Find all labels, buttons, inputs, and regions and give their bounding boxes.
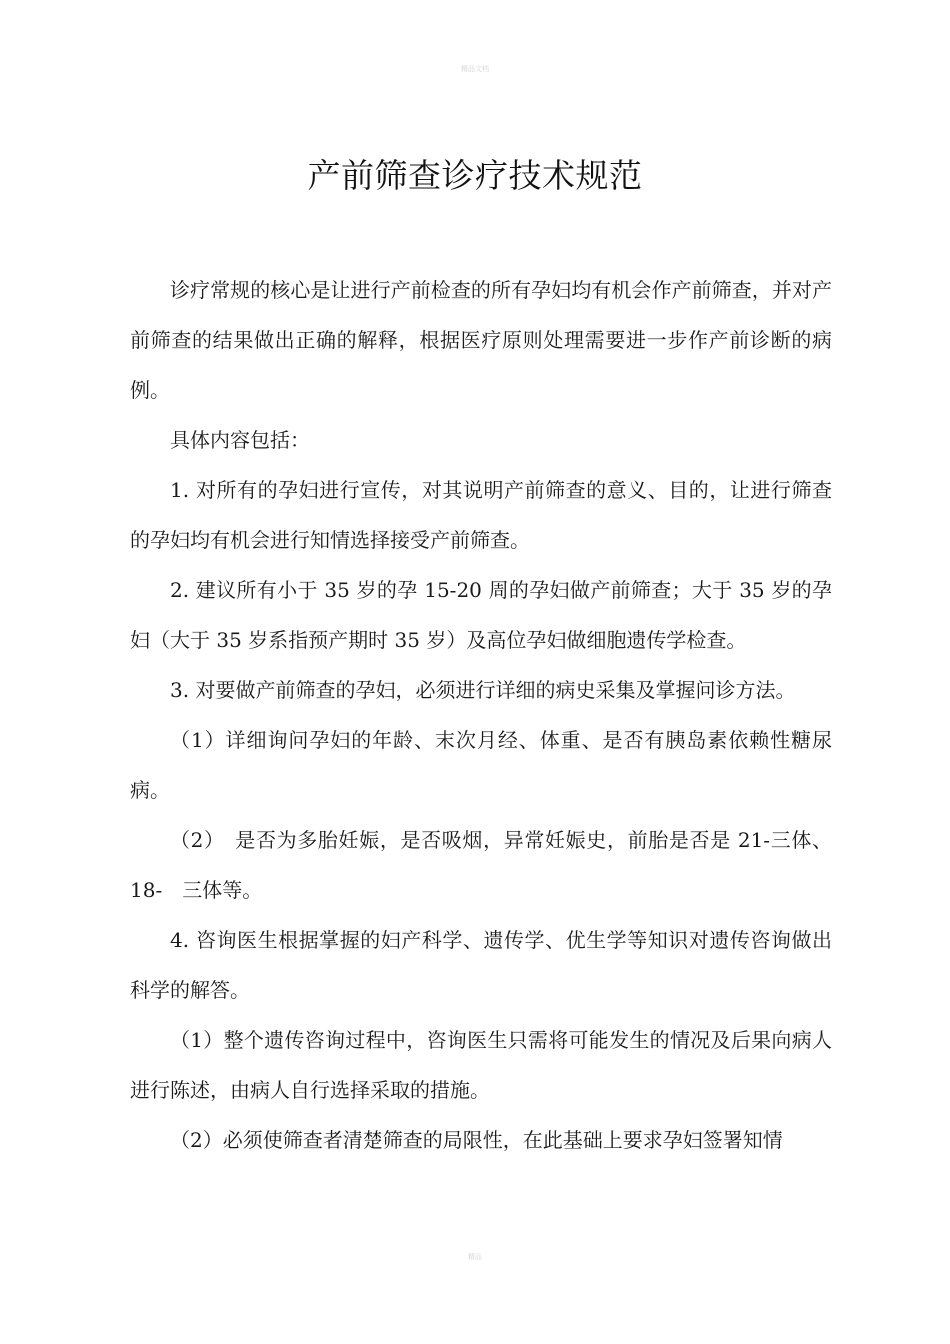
paragraph-intro: 诊疗常规的核心是让进行产前检查的所有孕妇均有机会作产前筛查，并对产前筛查的结果做出正确的解释，根据医疗原则处理需要进一步作产前诊断的病例。 <box>130 278 832 402</box>
paragraph-item-4-sub-1: （1）整个遗传咨询过程中，咨询医生只需将可能发生的情况及后果向病人进行陈述，由病人自行选择采取的措施。 <box>130 1028 832 1102</box>
document-title: 产前筛查诊疗技术规范 <box>307 156 643 195</box>
document-body <box>130 265 832 1165</box>
footer-watermark: 精品 <box>468 1253 482 1261</box>
paragraph-item-3: 3. 对要做产前筛查的孕妇，必须进行详细的病史采集及掌握问诊方法。 <box>170 678 796 702</box>
paragraph-item-1: 1. 对所有的孕妇进行宣传，对其说明产前筛查的意义、目的，让进行筛查的孕妇均有机会进行知情选择接受产前筛查。 <box>130 478 832 552</box>
paragraph-item-4-sub-2: （2）必须使筛查者清楚筛查的局限性，在此基础上要求孕妇签署知情 <box>170 1128 783 1152</box>
header-watermark: 精品文档 <box>461 65 489 73</box>
paragraph-item-3-sub-2: （2） 是否为多胎妊娠，是否吸烟，异常妊娠史，前胎是否是 21-三体、18- 三体等。 <box>130 828 832 902</box>
paragraph-item-4: 4. 咨询医生根据掌握的妇产科学、遗传学、优生学等知识对遗传咨询做出科学的解答。 <box>130 928 832 1002</box>
paragraph-item-3-sub-1: （1）详细询问孕妇的年龄、末次月经、体重、是否有胰岛素依赖性糖尿病。 <box>130 728 832 802</box>
paragraph-contents-heading: 具体内容包括： <box>170 428 310 452</box>
paragraph-item-2: 2. 建议所有小于 35 岁的孕 15-20 周的孕妇做产前筛查；大于 35 岁的孕妇（大于 35 岁系指预产期时 35 岁）及高位孕妇做细胞遗传学检查。 <box>130 578 832 652</box>
